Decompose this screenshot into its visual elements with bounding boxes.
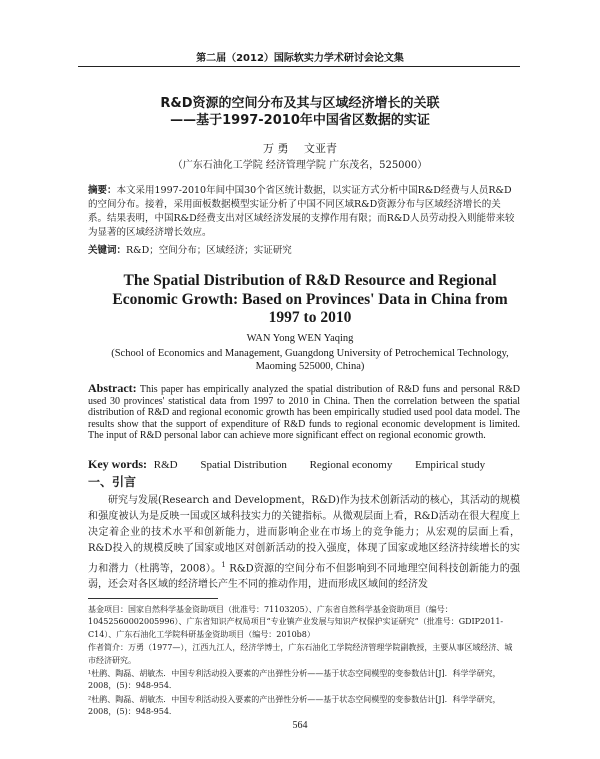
section-heading-introduction: 一、引言 xyxy=(88,475,137,489)
english-abstract-text: This paper has empirically analyzed the spatial distribution of R&D funs and personal R&D used 30 provinces' statistical data from 1997 to 2010 in China. Then the correlation between the spatial distribution of R&D and regional economic growth has been empirically studied used pool data model. The results show that the support of expenditure of R&D funds to regional economic development is limited. The input of R&D personal labor can achieve more significant effect on regional economic growth. xyxy=(88,384,520,441)
keyword-item: Spatial Distribution xyxy=(200,459,287,471)
chinese-abstract-text: 本文采用1997-2010年间中国30个省区统计数据，以实证方式分析中国R&D经费与人员R&D的空间分布。接着，采用面板数据模型实证分析了中国不同区域R&D资源分布与区域经济增长的关系。结果表明，中国R&D经费支出对区域经济发展的支撑作用有限；而R&D人员劳动投入则能带来较为显著的区域经济增长效应。 xyxy=(88,185,515,238)
chinese-affiliation: （广东石油化工学院 经济管理学院 广东茂名，525000） xyxy=(172,160,428,171)
english-abstract xyxy=(88,383,520,442)
english-title: The Spatial Distribution of R&D Resource and Regional Economic Growth: Based on Provinces' Data in China from 1997 to 2010 xyxy=(112,272,508,326)
english-abstract-label: Abstract: xyxy=(88,381,137,395)
author-2: 文亚青 xyxy=(304,142,337,155)
introduction-body xyxy=(88,493,520,593)
keyword-item: Regional economy xyxy=(309,459,393,471)
paragraph-text-a: 研究与发展(Research and Development，R&D)作为技术创新活动的核心，其活动的规模和强度被认为是反映一国或区域科技实力的关键指标。从微观层面上看，R&D活动在很大程度上决定着企业的技术水平和创新能力，进而影响企业在市场上的竞争能力；从宏观的层面上看，R&D投入的规模反映了国家或地区对创新活动的投入强度，体现了国家或地区经济持续增长的实力和潜力（杜鹃等，2008）。 xyxy=(88,495,520,575)
author-1: 万 勇 xyxy=(263,142,289,155)
footnote-funding: 基金项目：国家自然科学基金资助项目（批准号：71103205）、广东省自然科学基金资助项目（编号：10452560002005996）、广东省知识产权局项目“专业镇产业发展与知识产权保护实证研究”（批准号：GDIP2011-C14）、广东石油化工学院科研基金资助项目（编号：2010b8） xyxy=(88,605,504,639)
footnote-rule xyxy=(88,598,218,599)
footnote-reference-2: ²杜鹃、陶磊、胡敏杰．中国专利活动投入要素的产出弹性分析——基于状态空间模型的变参数估计[J]．科学学研究，2008，(5)：948-954． xyxy=(88,694,501,717)
footnote-author-bio: 作者简介：万勇（1977—），江西九江人，经济学博士，广东石油化工学院经济管理学院副教授，主要从事区域经济、城市经济研究。 xyxy=(88,643,513,665)
keyword-item: R&D xyxy=(153,459,178,471)
english-authors: WAN Yong WEN Yaqing xyxy=(246,333,354,344)
introduction-paragraph xyxy=(88,493,520,593)
chinese-abstract-label: 摘要： xyxy=(88,185,117,196)
running-head: 第二届（2012）国际软实力学术研讨会论文集 xyxy=(196,53,404,64)
chinese-keywords-text: R&D；空间分布；区域经济；实证研究 xyxy=(126,245,292,256)
english-keywords xyxy=(88,457,520,472)
english-affiliation: (School of Economics and Management, Guangdong University of Petrochemical Technology, Maoming 525000, China) xyxy=(111,348,509,372)
citation-superscript: 1 xyxy=(221,561,226,569)
chinese-title xyxy=(0,95,600,129)
paragraph-text-b: R&D资源的空间分布不但影响到不同地理空间科技创新能力的强弱，还会对各区域的经济增长产生不同的推动作用，进而形成区域间的经济发 xyxy=(88,563,520,591)
chinese-keywords-label: 关键词： xyxy=(88,245,127,256)
header-rule xyxy=(78,66,520,67)
keyword-item: Empirical study xyxy=(415,459,486,471)
footnote-reference-1: ¹杜鹃、陶磊、胡敏杰．中国专利活动投入要素的产出弹性分析——基于状态空间模型的变参数估计[J]．科学学研究，2008，(5)：948-954． xyxy=(88,669,501,691)
chinese-keywords xyxy=(88,242,518,256)
chinese-abstract xyxy=(88,184,518,240)
chinese-title-line1: R&D资源的空间分布及其与区域经济增长的关联 xyxy=(160,96,440,111)
chinese-title-line2: ——基于1997-2010年中国省区数据的实证 xyxy=(170,113,430,128)
chinese-authors xyxy=(0,140,600,156)
page-number: 564 xyxy=(292,720,308,731)
footnotes xyxy=(88,604,520,720)
english-keywords-label: Key words: xyxy=(88,457,147,471)
